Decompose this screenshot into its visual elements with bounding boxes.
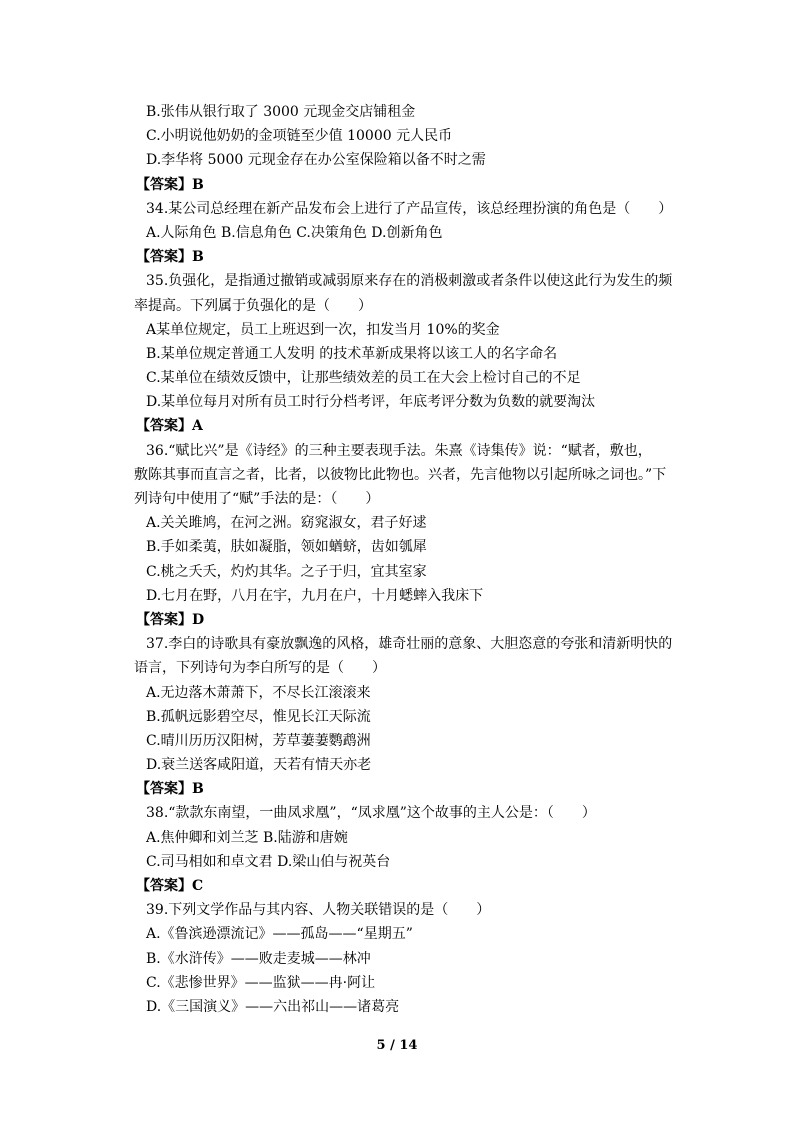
- answer-option: A.焦仲卿和刘兰芝 B.陆游和唐婉: [146, 829, 348, 846]
- answer-line: [136, 777, 686, 801]
- page-number: 5 / 14: [376, 1038, 418, 1053]
- answer-option: A.无边落木萧萧下，不尽长江滚滚来: [146, 684, 371, 701]
- question-stem: 39.下列文学作品与其内容、人物关联错误的是（ ）: [146, 902, 491, 919]
- answer-value: B: [192, 781, 204, 798]
- answer-line: [136, 874, 686, 898]
- answer-option: D.七月在野，八月在宇，九月在户，十月蟋蟀入我床下: [146, 587, 484, 604]
- question-stem: 36.“赋比兴”是《诗经》的三种主要表现手法。朱熹《诗集传》说：“赋者，敷也，: [146, 442, 652, 459]
- answer-value: A: [192, 418, 203, 435]
- answer-option: C.晴川历历汉阳树，芳草萋萋鹦鹉洲: [146, 732, 371, 749]
- answer-option: B.《水浒传》——败走麦城——林冲: [146, 950, 371, 967]
- answer-option: C.司马相如和卓文君 D.梁山伯与祝英台: [146, 853, 391, 870]
- answer-value: B: [192, 249, 204, 266]
- answer-value: B: [192, 176, 204, 193]
- answer-option: D.《三国演义》——六出祁山——诸葛亮: [146, 998, 400, 1015]
- answer-line: [136, 414, 686, 438]
- answer-option: B.孤帆远影碧空尽，惟见长江天际流: [146, 708, 371, 725]
- answer-label: 【答案】: [136, 418, 192, 435]
- answer-option: B.某单位规定普通工人发明 的技术革新成果将以该工人的名字命名: [146, 345, 558, 362]
- answer-line: [136, 173, 686, 197]
- answer-option: C.小明说他奶奶的金项链至少值 10000 元人民币: [146, 128, 453, 145]
- answer-option: A.人际角色 B.信息角色 C.决策角色 D.创新角色: [146, 224, 443, 241]
- question-stem-continuation: 列诗句中使用了“赋”手法的是：（ ）: [134, 491, 380, 507]
- answer-option: C.《悲惨世界》——监狱——冉·阿让: [146, 974, 376, 991]
- answer-label: 【答案】: [136, 249, 192, 266]
- answer-value: C: [192, 878, 204, 894]
- answer-option: A.《鲁滨逊漂流记》——孤岛——“星期五”: [146, 926, 413, 943]
- answer-option: C.桃之夭夭，灼灼其华。之子于归，宜其室家: [146, 563, 427, 580]
- answer-option: B.手如柔荑，肤如凝脂，领如蝤蛴，齿如瓠犀: [146, 539, 427, 556]
- answer-option: D.李华将 5000 元现金存在办公室保险箱以备不时之需: [146, 152, 486, 169]
- question-stem-continuation: 语言，下列诗句为李白所写的是（ ）: [134, 660, 386, 677]
- question-stem-continuation: 率提高。下列属于负强化的是（ ）: [134, 297, 372, 314]
- answer-label: 【答案】: [136, 781, 192, 798]
- answer-option: D.某单位每月对所有员工时行分档考评，年底考评分数为负数的就要淘汰: [146, 394, 596, 411]
- question-stem: 35.负强化，是指通过撤销或减弱原来存在的消极刺激或者条件以使这此行为发生的频: [146, 273, 673, 290]
- answer-label: 【答案】: [136, 878, 192, 894]
- answer-label: 【答案】: [136, 611, 192, 628]
- answer-value: D: [192, 611, 205, 628]
- question-stem: 38.“款款东南望，一曲凤求凰”，“凤求凰”这个故事的主人公是：（ ）: [146, 805, 596, 822]
- question-stem-continuation: 敷陈其事而直言之者，比者，以彼物比此物也。兴者，先言他物以引起所咏之词也。”下: [134, 466, 667, 483]
- answer-line: [136, 245, 686, 269]
- answer-option: D.衰兰送客咸阳道，天若有情天亦老: [146, 757, 372, 774]
- answer-option: A某单位规定，员工上班迟到一次，扣发当月 10%的奖金: [146, 321, 500, 338]
- answer-option: A.关关雎鸠，在河之洲。窈窕淑女，君子好逑: [146, 515, 427, 532]
- question-stem: 37.李白的诗歌具有豪放飘逸的风格，雄奇壮丽的意象、大胆恣意的夸张和清新明快的: [146, 636, 673, 653]
- question-stem: 34.某公司总经理在新产品发布会上进行了产品宣传，该总经理扮演的角色是（ ）: [146, 200, 673, 217]
- answer-label: 【答案】: [136, 176, 192, 193]
- question-list: [134, 100, 686, 1019]
- answer-line: [136, 608, 686, 632]
- answer-option: B.张伟从银行取了 3000 元现金交店铺租金: [146, 104, 416, 120]
- answer-option: C.某单位在绩效反馈中，让那些绩效差的员工在大会上检讨自己的不足: [146, 370, 581, 387]
